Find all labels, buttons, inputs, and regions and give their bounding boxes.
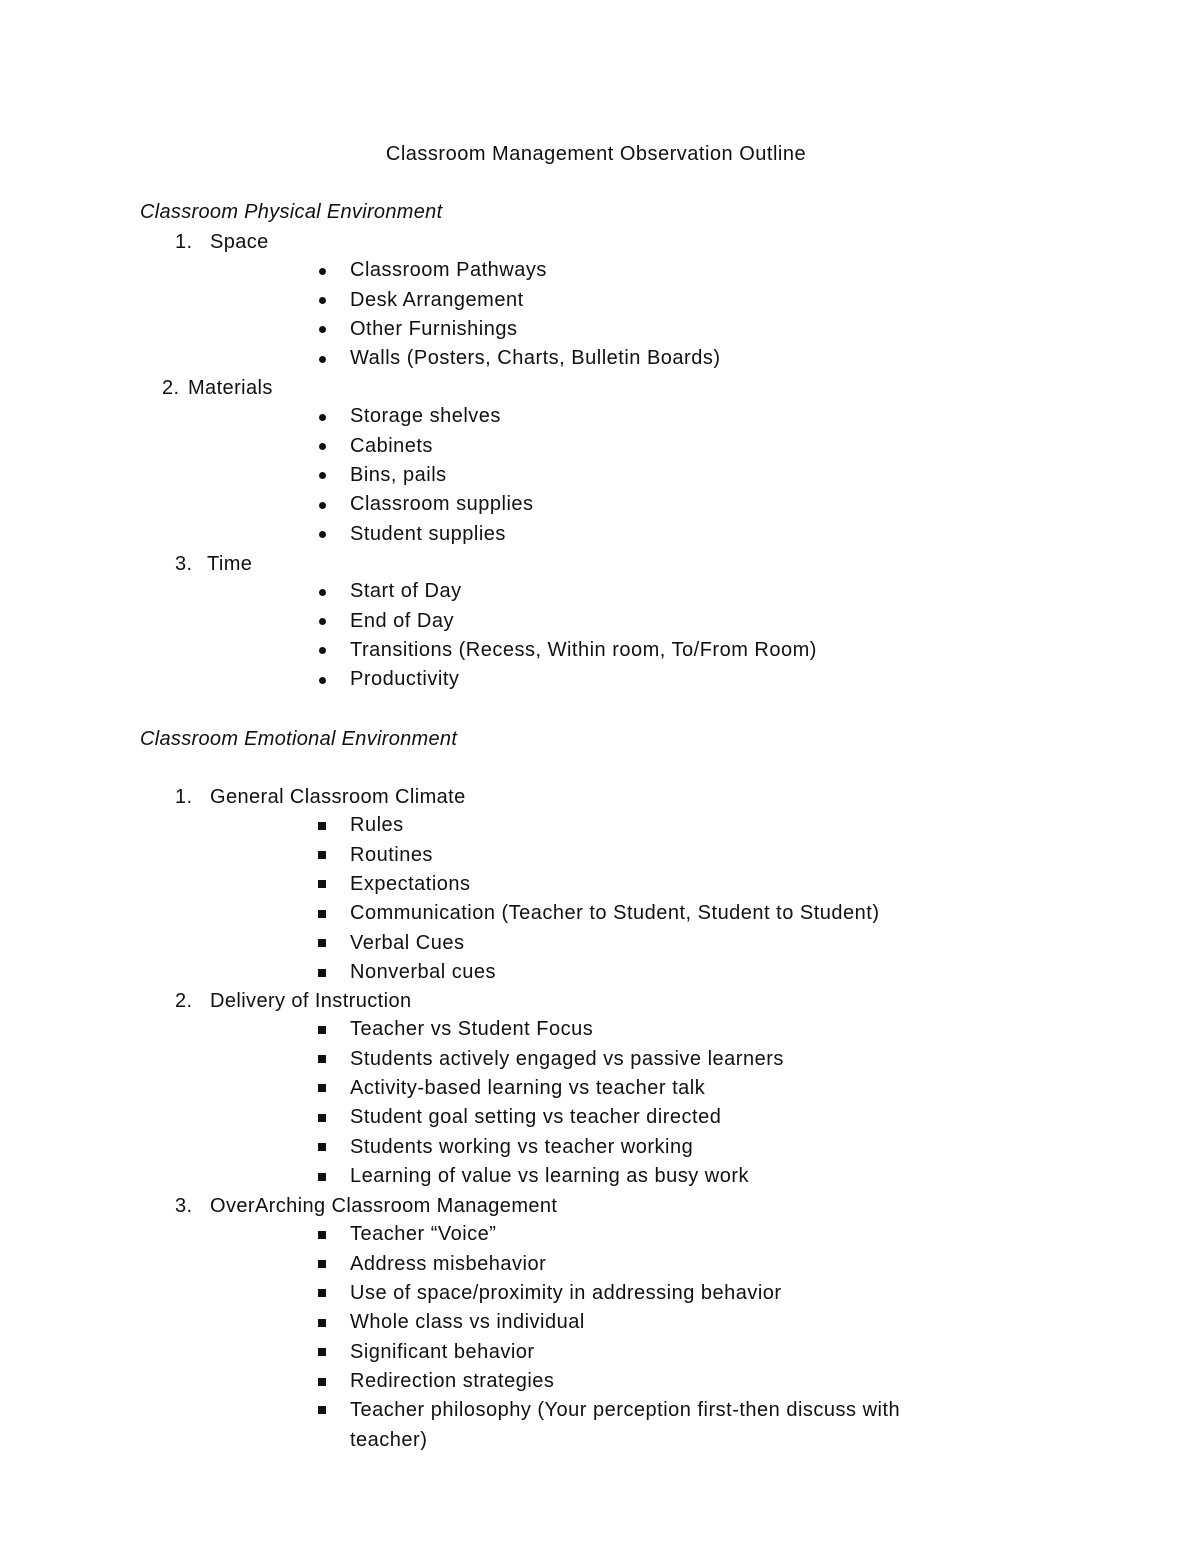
physical-environment-heading: Classroom Physical Environment <box>140 201 443 223</box>
list-item: Transitions (Recess, Within room, To/From Room) <box>316 636 817 665</box>
list-item: Significant behavior <box>316 1338 956 1367</box>
square-bullet-icon <box>316 904 350 924</box>
emotional-environment-heading: Classroom Emotional Environment <box>140 728 458 750</box>
square-bullet-icon <box>316 816 350 836</box>
list-item: Walls (Posters, Charts, Bulletin Boards) <box>316 344 720 373</box>
list-item: Start of Day <box>316 577 817 606</box>
list-item: Storage shelves <box>316 402 534 431</box>
list-item: Learning of value vs learning as busy work <box>316 1162 784 1191</box>
bullet-icon <box>316 349 350 369</box>
list-item: Rules <box>316 811 880 840</box>
bullet-icon <box>316 640 350 660</box>
square-bullet-icon <box>316 1137 350 1157</box>
square-bullet-icon <box>316 1313 350 1333</box>
page-title: Classroom Management Observation Outline <box>385 143 807 165</box>
bullet-icon <box>316 407 350 427</box>
time-number: 3. <box>175 553 193 575</box>
space-list <box>316 256 720 374</box>
square-bullet-icon <box>316 1078 350 1098</box>
bullet-icon <box>316 465 350 485</box>
list-item: Students working vs teacher working <box>316 1133 784 1162</box>
time-section <box>175 551 252 577</box>
list-item: Use of space/proximity in addressing behavior <box>316 1279 956 1308</box>
square-bullet-icon <box>316 1049 350 1069</box>
list-item: Student supplies <box>316 520 534 549</box>
overarching-number: 3. <box>175 1195 193 1217</box>
square-bullet-icon <box>316 933 350 953</box>
delivery-label: Delivery of Instruction <box>210 990 412 1012</box>
square-bullet-icon <box>316 1254 350 1274</box>
climate-label: General Classroom Climate <box>210 786 466 808</box>
list-item: Activity-based learning vs teacher talk <box>316 1074 784 1103</box>
list-item: Productivity <box>316 665 817 694</box>
square-bullet-icon <box>316 874 350 894</box>
list-item: Communication (Teacher to Student, Student to Student) <box>316 899 880 928</box>
materials-number: 2. <box>162 377 180 399</box>
bullet-icon <box>316 495 350 515</box>
materials-label: Materials <box>188 377 273 399</box>
climate-section <box>175 784 466 810</box>
list-item: Nonverbal cues <box>316 958 880 987</box>
materials-section <box>162 375 273 401</box>
square-bullet-icon <box>316 1400 350 1420</box>
square-bullet-icon <box>316 1020 350 1040</box>
delivery-section <box>175 988 412 1014</box>
list-item: Classroom Pathways <box>316 256 720 285</box>
bullet-icon <box>316 436 350 456</box>
square-bullet-icon <box>316 845 350 865</box>
overarching-section <box>175 1193 557 1219</box>
square-bullet-icon <box>316 1108 350 1128</box>
list-item: Teacher vs Student Focus <box>316 1015 784 1044</box>
climate-list <box>316 811 880 987</box>
space-number: 1. <box>175 231 193 253</box>
list-item: Redirection strategies <box>316 1367 956 1396</box>
list-item: Routines <box>316 840 880 869</box>
list-item: Expectations <box>316 870 880 899</box>
list-item: End of Day <box>316 606 817 635</box>
square-bullet-icon <box>316 1167 350 1187</box>
list-item: Whole class vs individual <box>316 1308 956 1337</box>
bullet-icon <box>316 670 350 690</box>
time-list <box>316 577 817 695</box>
climate-number: 1. <box>175 786 193 808</box>
overarching-label: OverArching Classroom Management <box>210 1195 558 1217</box>
list-item: Verbal Cues <box>316 929 880 958</box>
list-item: Student goal setting vs teacher directed <box>316 1103 784 1132</box>
list-item: Teacher “Voice” <box>316 1220 956 1249</box>
square-bullet-icon <box>316 1372 350 1392</box>
overarching-list <box>316 1220 956 1455</box>
materials-list <box>316 402 534 549</box>
bullet-icon <box>316 582 350 602</box>
time-label: Time <box>207 553 253 575</box>
list-item: Address misbehavior <box>316 1249 956 1278</box>
list-item: Classroom supplies <box>316 490 534 519</box>
list-item: Desk Arrangement <box>316 285 720 314</box>
list-item: Other Furnishings <box>316 315 720 344</box>
space-label: Space <box>210 231 269 253</box>
square-bullet-icon <box>316 1283 350 1303</box>
square-bullet-icon <box>316 1342 350 1362</box>
list-item: Teacher philosophy (Your perception first-then discuss with teacher) <box>316 1396 956 1455</box>
list-item: Students actively engaged vs passive learners <box>316 1044 784 1073</box>
square-bullet-icon <box>316 1225 350 1245</box>
space-section <box>175 229 269 255</box>
delivery-number: 2. <box>175 990 193 1012</box>
delivery-list <box>316 1015 784 1191</box>
bullet-icon <box>316 611 350 631</box>
list-item: Bins, pails <box>316 461 534 490</box>
bullet-icon <box>316 319 350 339</box>
list-item: Cabinets <box>316 431 534 460</box>
bullet-icon <box>316 524 350 544</box>
bullet-icon <box>316 290 350 310</box>
bullet-icon <box>316 261 350 281</box>
square-bullet-icon <box>316 963 350 983</box>
